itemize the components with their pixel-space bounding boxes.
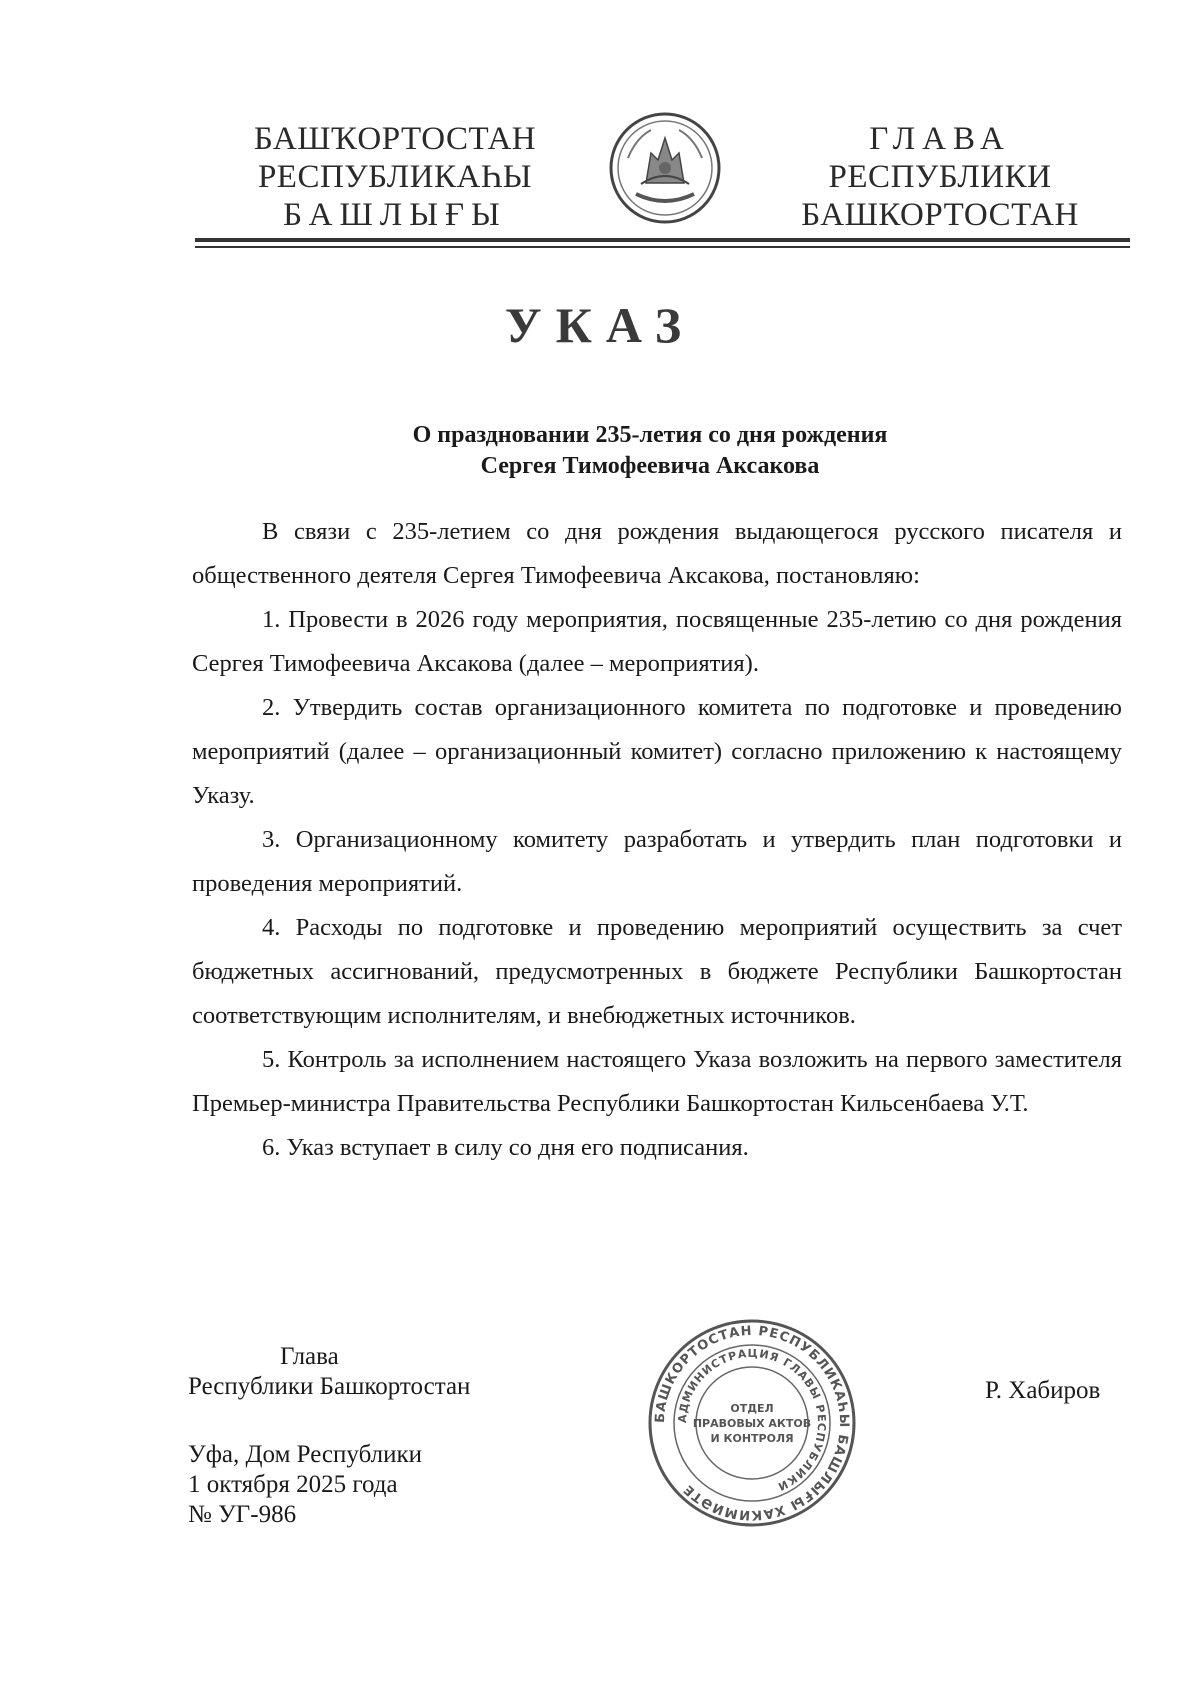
stamp-center-line-1: ОТДЕЛ: [730, 1402, 774, 1415]
document-number: № УГ-986: [188, 1501, 297, 1528]
stamp-center-line-2: ПРАВОВЫХ АКТОВ: [692, 1417, 812, 1430]
signatory-name: Р. Хабиров: [985, 1377, 1101, 1404]
header-left-line-1: БАШҠОРТОСТАН: [253, 121, 537, 157]
document-place: Уфа, Дом Республики: [188, 1441, 423, 1468]
preamble-paragraph: В связи с 235-летием со дня рождения выдающегося русского писателя и общественного деятеля Сергея Тимофеевича Аксакова, постановляю:: [192, 518, 1122, 589]
header-left-bashkir: [245, 120, 545, 234]
header-right-line-1: ГЛАВА: [869, 121, 1011, 157]
clause-5: 5. Контроль за исполнением настоящего Указа возложить на первого заместителя Премьер-министра Правительства Республики Башкортостан Кильсенбаева У.Т.: [192, 1046, 1122, 1117]
stamp-outer-text: БАШКОРТОСТАН РЕСПУБЛИКАҺЫ БАШЛЫҒЫ ХАКИМИӘТЕ: [652, 1323, 852, 1523]
bashkortostan-emblem-icon: [606, 108, 724, 228]
clause-6: 6. Указ вступает в силу со дня его подписания.: [262, 1134, 749, 1161]
document-subject: [200, 420, 1100, 482]
header-right-line-3: БАШКОРТОСТАН: [801, 197, 1079, 233]
stamp-inner-text: АДМИНИСТРАЦИЯ ГЛАВЫ РЕСПУБЛИКИ: [675, 1346, 829, 1494]
clause-1: 1. Провести в 2026 году мероприятия, посвященные 235-летию со дня рождения Сергея Тимофеевича Аксакова (далее – мероприятия).: [192, 606, 1122, 677]
header-left-line-2: РЕСПУБЛИКАҺЫ: [257, 159, 533, 195]
header-right-russian: [790, 120, 1090, 234]
header-left-line-3: БАШЛЫҒЫ: [283, 197, 507, 233]
document-body: [192, 510, 1122, 1170]
signatory-position-line-1: Глава: [280, 1343, 339, 1370]
signatory-position-line-2: Республики Башкортостан: [188, 1373, 471, 1400]
stamp-center-line-3: И КОНТРОЛЯ: [710, 1432, 794, 1445]
clause-4: 4. Расходы по подготовке и проведению мероприятий осуществить за счет бюджетных ассигнований, предусмотренных в бюджете Республики Башкортостан соответствующим исполнителям, и внебюджетных источников.: [192, 914, 1122, 1029]
document-date: 1 октября 2025 года: [188, 1471, 398, 1498]
document-details: [188, 1440, 422, 1530]
signatory-position: [188, 1342, 470, 1402]
header-divider-thin: [195, 246, 1130, 248]
document-type-title: УКАЗ: [504, 297, 696, 353]
clause-2: 2. Утвердить состав организационного комитета по подготовке и проведению мероприятий (далее – организационный комитет) согласно приложению к настоящему Указу.: [192, 694, 1122, 809]
subject-line-1: О праздновании 235-летия со дня рождения: [412, 422, 888, 448]
header-divider-thick: [195, 238, 1130, 242]
header-right-line-2: РЕСПУБЛИКИ: [828, 159, 1052, 195]
clause-3: 3. Организационному комитету разработать и утвердить план подготовки и проведения мероприятий.: [192, 826, 1122, 897]
official-stamp-icon: [645, 1316, 859, 1530]
subject-line-2: Сергея Тимофеевича Аксакова: [480, 453, 820, 479]
